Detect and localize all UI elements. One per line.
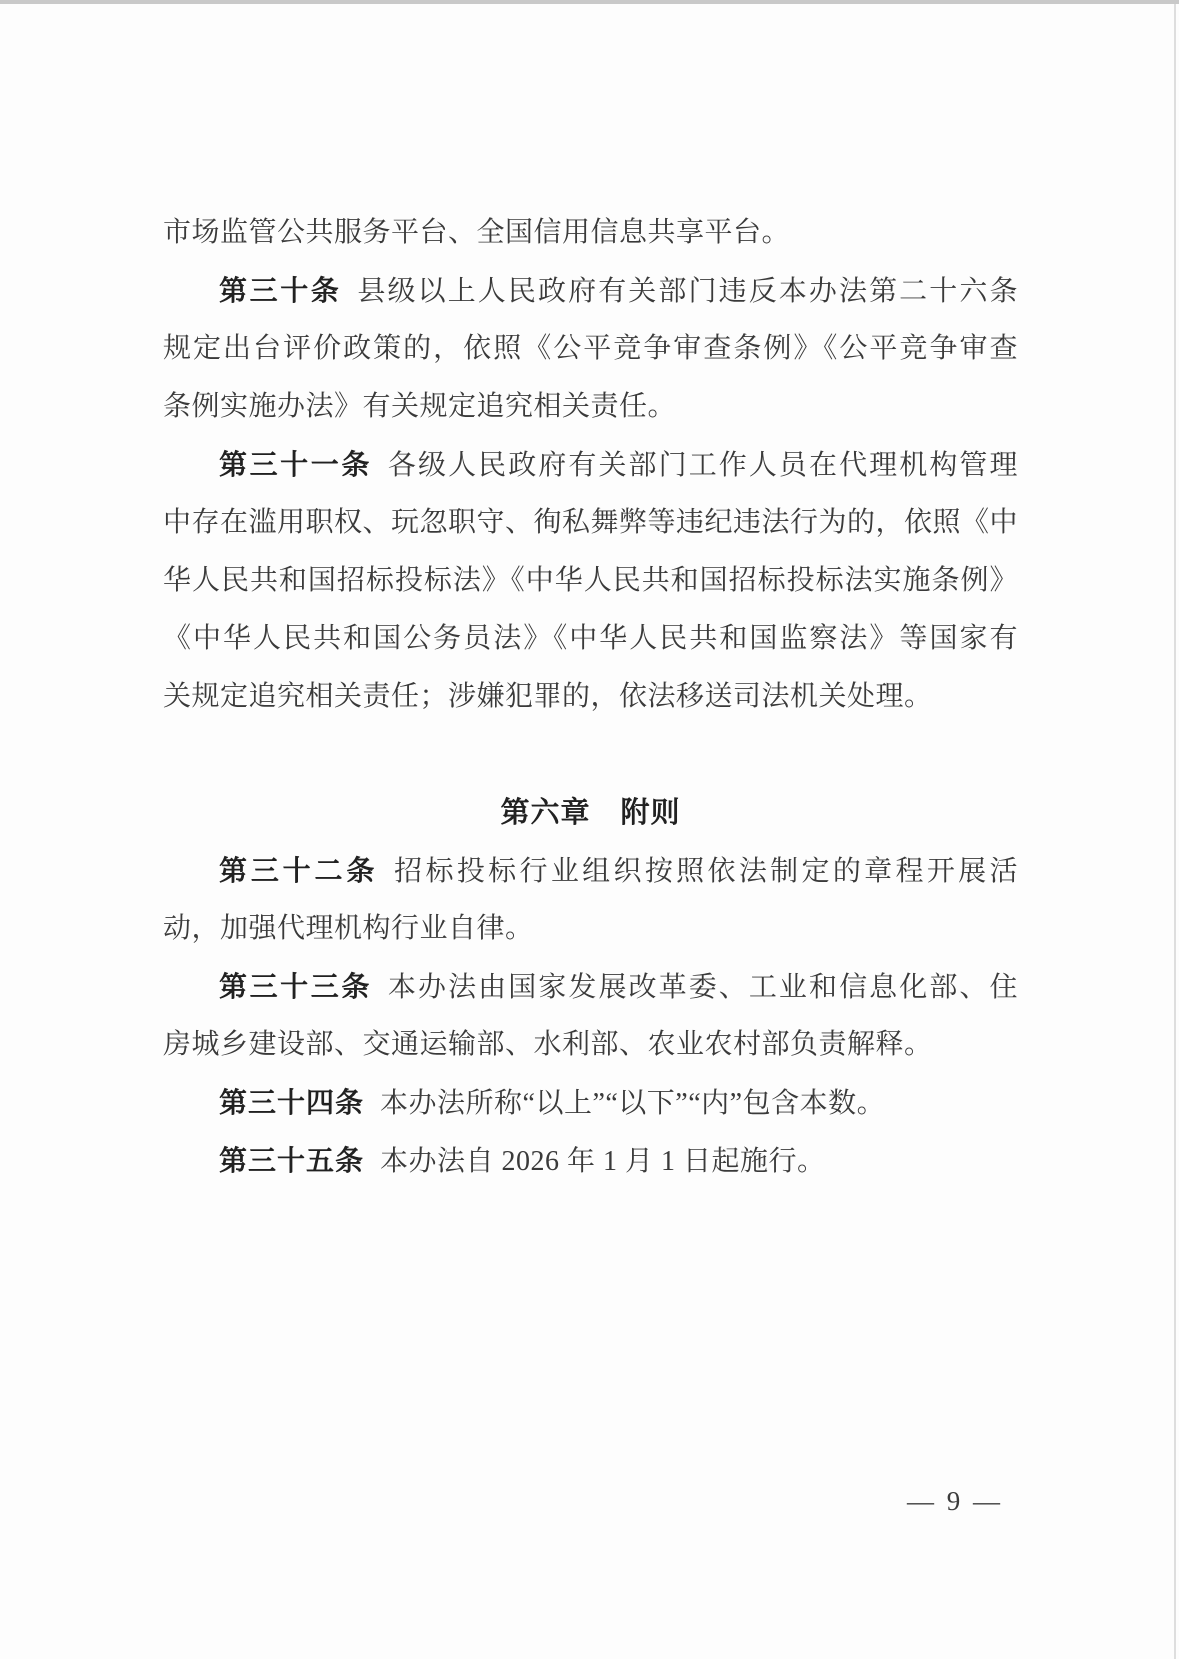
- document-line: 《中华人民共和国公务员法》《中华人民共和国监察法》等国家有: [163, 623, 1018, 654]
- article-number: 第三十二条: [219, 855, 379, 886]
- chapter-heading: 第六章 附则: [500, 797, 681, 829]
- document-line: 第三十四条 本办法所称“以上”“以下”“内”包含本数。: [219, 1087, 886, 1119]
- blank-line: [163, 726, 1018, 784]
- article-number: 第三十三条: [219, 971, 372, 1002]
- scan-top-edge: [0, 0, 1179, 4]
- document-body: [163, 204, 1018, 1190]
- document-line: 市场监管公共服务平台、全国信用信息共享平台。: [163, 217, 791, 248]
- article-number: 第三十四条: [219, 1087, 365, 1118]
- document-line: 关规定追究相关责任；涉嫌犯罪的，依法移送司法机关处理。: [163, 681, 933, 712]
- article-number: 第三十五条: [219, 1145, 365, 1176]
- document-line: 第三十条 县级以上人民政府有关部门违反本办法第二十六条: [219, 275, 1018, 307]
- scan-right-edge: [1174, 4, 1176, 1659]
- document-line: 中存在滥用职权、玩忽职守、徇私舞弊等违纪违法行为的，依照《中: [163, 507, 1018, 538]
- page-number: — 9 —: [907, 1486, 1003, 1516]
- document-line: 房城乡建设部、交通运输部、水利部、农业农村部负责解释。: [163, 1029, 933, 1060]
- document-line: 华人民共和国招标投标法》《中华人民共和国招标投标法实施条例》: [163, 565, 1018, 596]
- article-number: 第三十一条: [219, 449, 372, 480]
- document-line: 第三十五条 本办法自 2026 年 1 月 1 日起施行。: [219, 1145, 826, 1177]
- document-line: 条例实施办法》有关规定追究相关责任。: [163, 391, 677, 422]
- document-line: 第三十三条 本办法由国家发展改革委、工业和信息化部、住: [219, 971, 1018, 1003]
- document-line: 规定出台评价政策的，依照《公平竞争审查条例》《公平竞争审查: [163, 333, 1018, 364]
- article-number: 第三十条: [219, 275, 342, 306]
- document-line: 第三十一条 各级人民政府有关部门工作人员在代理机构管理: [219, 449, 1018, 481]
- document-line: 第三十二条 招标投标行业组织按照依法制定的章程开展活: [219, 855, 1018, 887]
- document-line: 动，加强代理机构行业自律。: [163, 913, 534, 944]
